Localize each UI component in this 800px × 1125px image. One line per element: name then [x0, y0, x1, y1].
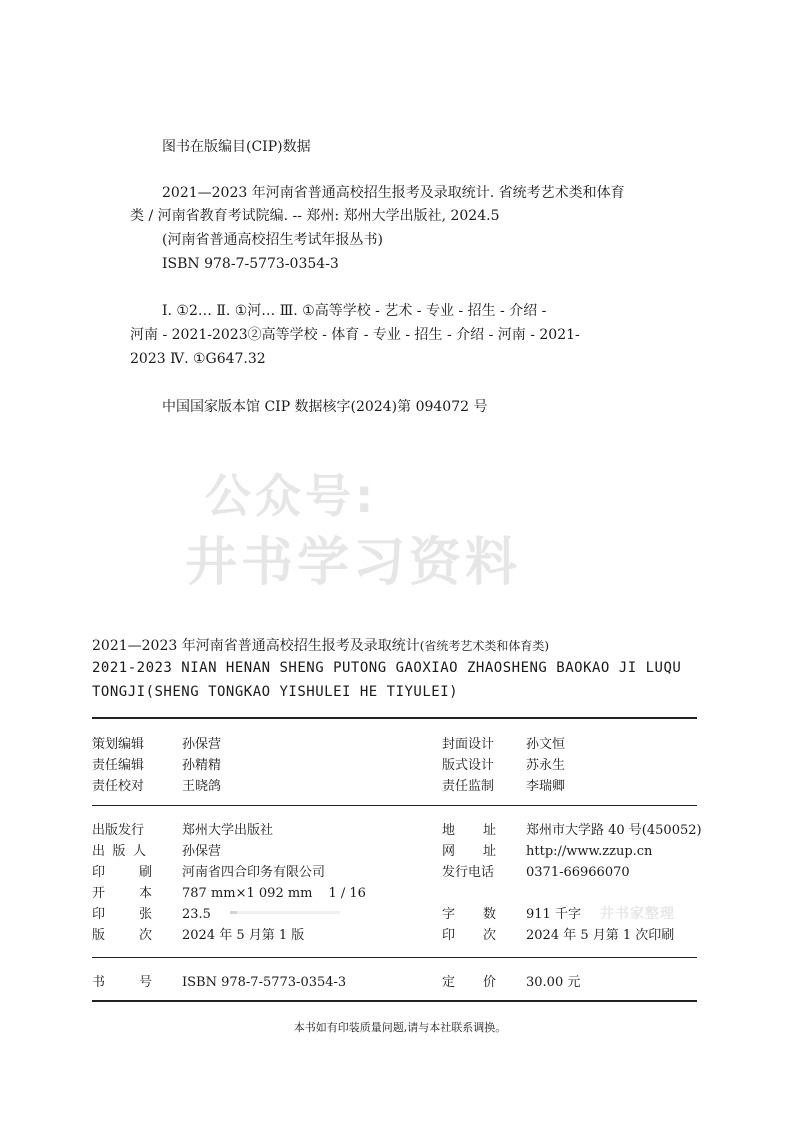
staff-label-1: 策划编辑: [92, 737, 145, 752]
format-label: [92, 885, 152, 903]
edition-label-c1: 版: [92, 928, 106, 943]
divider-top: [92, 717, 697, 719]
staff-value-3: 王晓鸽: [182, 779, 222, 794]
person-label-c2: 版: [112, 844, 126, 859]
staff-value-4: 孙文恒: [526, 737, 566, 752]
words-label: [442, 906, 496, 924]
impression-label: [442, 927, 496, 945]
publisher-label: 出版发行: [92, 823, 145, 838]
sheets-value: 23.5: [182, 907, 211, 922]
staff-value-6: 李瑞卿: [526, 779, 566, 794]
staff-label-5: 版式设计: [442, 758, 495, 773]
sheets-label-c1: 印: [92, 907, 106, 922]
format-size: 787 mm×1 092 mm: [182, 886, 313, 901]
staff-label-4: 封面设计: [442, 737, 495, 752]
staff-value-2: 孙精精: [182, 758, 222, 773]
watermark-line-2: 井书学习资料: [185, 533, 522, 593]
address-label: [442, 822, 496, 840]
cip-class-2: 河南 - 2021-2023②高等学校 - 体育 - 专业 - 招生 - 介绍 - 河南 - 2021-: [130, 327, 580, 343]
divider-lower: [92, 957, 697, 958]
book-title-en-2: TONGJI(SHENG TONGKAO YISHULEI HE TIYULEI): [92, 684, 459, 700]
impression-label-c2: 次: [482, 928, 496, 943]
price-label: [442, 974, 496, 992]
impression-label-c1: 印: [442, 928, 456, 943]
person-value: 孙保营: [182, 844, 222, 859]
phone-value: 0371-66966070: [526, 865, 630, 880]
divider-middle: [92, 805, 697, 806]
book-number-value: ISBN 978-7-5773-0354-3: [182, 975, 347, 990]
staff-value-1: 孙保营: [182, 737, 222, 752]
format-value: [182, 885, 366, 903]
web-label: [442, 843, 496, 861]
cip-class-3: 2023 Ⅳ. ①G647.32: [130, 351, 266, 367]
format-fraction: 1 / 16: [328, 886, 366, 901]
book-title-sub: (省统考艺术类和体育类): [419, 639, 550, 653]
edition-label-c2: 次: [138, 928, 152, 943]
book-title-cn: [92, 636, 549, 656]
book-number-label-c1: 书: [92, 975, 106, 990]
book-title-en-1: 2021-2023 NIAN HENAN SHENG PUTONG GAOXIAO ZHAOSHENG BAOKAO JI LUQU: [92, 660, 682, 676]
sheets-label: [92, 906, 152, 924]
print-label-c1: 印: [92, 865, 106, 880]
watermark-small: 井书家整理: [600, 906, 675, 922]
phone-label: 发行电话: [442, 865, 495, 880]
price-label-c1: 定: [442, 975, 456, 990]
sheets-label-c2: 张: [138, 907, 152, 922]
web-label-c2: 址: [482, 844, 496, 859]
format-progress-fill: [230, 911, 237, 914]
format-label-c1: 开: [92, 886, 106, 901]
impression-value: 2024 年 5 月第 1 次印刷: [526, 928, 675, 943]
cip-isbn: ISBN 978-7-5773-0354-3: [162, 256, 339, 272]
words-label-c2: 数: [482, 907, 496, 922]
staff-label-6: 责任监制: [442, 779, 495, 794]
print-value: 河南省四合印务有限公司: [182, 865, 326, 880]
cip-class-1: Ⅰ. ①2… Ⅱ. ①河… Ⅲ. ①高等学校 - 艺术 - 专业 - 招生 - 介绍 -: [162, 303, 547, 319]
words-label-c1: 字: [442, 907, 456, 922]
person-label: [92, 843, 146, 861]
address-label-c1: 地: [442, 823, 456, 838]
price-label-c2: 价: [482, 975, 496, 990]
book-title-main: 2021—2023 年河南省普通高校招生报考及录取统计: [92, 638, 420, 654]
words-value: 911 千字: [526, 907, 581, 922]
web-label-c1: 网: [442, 844, 456, 859]
staff-value-5: 苏永生: [526, 758, 566, 773]
cip-heading: 图书在版编目(CIP)数据: [162, 139, 311, 155]
format-label-c2: 本: [138, 886, 152, 901]
print-label: [92, 864, 152, 882]
edition-value: 2024 年 5 月第 1 版: [182, 928, 305, 943]
staff-label-3: 责任校对: [92, 779, 145, 794]
print-label-c2: 刷: [138, 865, 152, 880]
price-value: 30.00 元: [526, 975, 581, 990]
edition-label: [92, 927, 152, 945]
divider-bottom: [92, 1000, 697, 1002]
watermark-line-1: 公众号:: [205, 469, 378, 523]
footer-note: 本书如有印装质量问题,请与本社联系调换。: [293, 1021, 507, 1034]
cip-series: (河南省普通高校招生考试年报丛书): [162, 232, 383, 248]
web-value: http://www.zzup.cn: [526, 844, 653, 859]
address-label-c2: 址: [482, 823, 496, 838]
cip-verify: 中国国家版本馆 CIP 数据核字(2024)第 094072 号: [162, 399, 488, 415]
person-label-c3: 人: [132, 844, 146, 859]
cip-line-1: 2021—2023 年河南省普通高校招生报考及录取统计. 省统考艺术类和体育: [162, 185, 625, 201]
cip-line-2: 类 / 河南省教育考试院编. -- 郑州: 郑州大学出版社, 2024.5: [130, 208, 500, 224]
book-number-label-c2: 号: [138, 975, 152, 990]
address-value: 郑州市大学路 40 号(450052): [526, 823, 702, 838]
format-progress-bar: [230, 911, 340, 914]
person-label-c1: 出: [92, 844, 106, 859]
publisher-value: 郑州大学出版社: [182, 823, 274, 838]
staff-label-2: 责任编辑: [92, 758, 145, 773]
book-number-label: [92, 974, 152, 992]
